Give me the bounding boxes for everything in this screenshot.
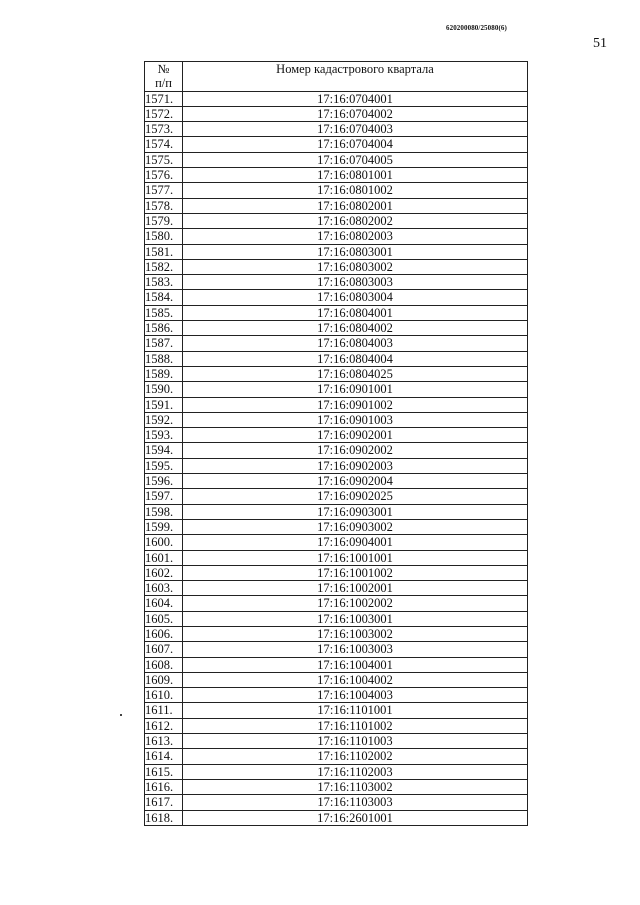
row-number: 1571. <box>145 91 183 106</box>
table-row <box>145 611 528 626</box>
row-number: 1590. <box>145 382 183 397</box>
row-number: 1607. <box>145 642 183 657</box>
row-number: 1598. <box>145 504 183 519</box>
table-row <box>145 565 528 580</box>
cadastral-quarter-number: 17:16:0804025 <box>183 366 528 381</box>
table-row <box>145 290 528 305</box>
cadastral-quarter-number: 17:16:0704003 <box>183 122 528 137</box>
document-code: 620200080/25080(6) <box>446 24 507 32</box>
table-row <box>145 213 528 228</box>
cadastral-quarter-number: 17:16:0902003 <box>183 458 528 473</box>
row-number: 1577. <box>145 183 183 198</box>
table-row <box>145 244 528 259</box>
row-number: 1617. <box>145 795 183 810</box>
row-number: 1576. <box>145 168 183 183</box>
table-row <box>145 718 528 733</box>
table-row <box>145 443 528 458</box>
row-number: 1591. <box>145 397 183 412</box>
table-row <box>145 412 528 427</box>
cadastral-quarter-number: 17:16:0901001 <box>183 382 528 397</box>
table-row <box>145 259 528 274</box>
table-row <box>145 734 528 749</box>
cadastral-quarter-number: 17:16:0802003 <box>183 229 528 244</box>
row-number: 1594. <box>145 443 183 458</box>
cadastral-quarter-number: 17:16:0903002 <box>183 519 528 534</box>
cadastral-quarter-number: 17:16:0801001 <box>183 168 528 183</box>
cadastral-quarter-number: 17:16:1103002 <box>183 779 528 794</box>
table-row <box>145 581 528 596</box>
cadastral-quarter-number: 17:16:1101001 <box>183 703 528 718</box>
cadastral-quarter-number: 17:16:1002001 <box>183 581 528 596</box>
table-row <box>145 382 528 397</box>
table-row <box>145 198 528 213</box>
cadastral-quarter-number: 17:16:1003002 <box>183 626 528 641</box>
table-row <box>145 458 528 473</box>
row-number: 1584. <box>145 290 183 305</box>
table-row <box>145 626 528 641</box>
cadastral-quarter-number: 17:16:1002002 <box>183 596 528 611</box>
row-number: 1603. <box>145 581 183 596</box>
table-row <box>145 504 528 519</box>
cadastral-quarter-number: 17:16:0804003 <box>183 336 528 351</box>
cadastral-quarter-number: 17:16:1102003 <box>183 764 528 779</box>
row-number: 1597. <box>145 489 183 504</box>
cadastral-quarter-number: 17:16:0801002 <box>183 183 528 198</box>
cadastral-quarter-number: 17:16:1003003 <box>183 642 528 657</box>
row-number: 1615. <box>145 764 183 779</box>
cadastral-quarter-number: 17:16:0803004 <box>183 290 528 305</box>
row-number: 1586. <box>145 321 183 336</box>
table-row <box>145 489 528 504</box>
table-row <box>145 657 528 672</box>
table-row <box>145 672 528 687</box>
table-row <box>145 550 528 565</box>
row-number: 1608. <box>145 657 183 672</box>
table-header <box>145 62 528 92</box>
row-number: 1611. <box>145 703 183 718</box>
row-number: 1579. <box>145 213 183 228</box>
table-row <box>145 168 528 183</box>
table-row <box>145 764 528 779</box>
table-row <box>145 596 528 611</box>
table-row <box>145 122 528 137</box>
row-number: 1589. <box>145 366 183 381</box>
cadastral-quarter-number: 17:16:1001001 <box>183 550 528 565</box>
row-number: 1614. <box>145 749 183 764</box>
row-number: 1606. <box>145 626 183 641</box>
cadastral-quarter-number: 17:16:1102002 <box>183 749 528 764</box>
table-row <box>145 91 528 106</box>
cadastral-quarter-number: 17:16:1004001 <box>183 657 528 672</box>
row-number: 1605. <box>145 611 183 626</box>
cadastral-quarter-number: 17:16:0802001 <box>183 198 528 213</box>
table-row <box>145 519 528 534</box>
header-row <box>145 62 528 92</box>
row-number: 1582. <box>145 259 183 274</box>
cadastral-quarter-number: 17:16:0803002 <box>183 259 528 274</box>
table-row <box>145 137 528 152</box>
row-number: 1581. <box>145 244 183 259</box>
column-header-number-line1: № <box>157 62 170 76</box>
table-row <box>145 336 528 351</box>
row-number: 1595. <box>145 458 183 473</box>
row-number: 1580. <box>145 229 183 244</box>
cadastral-quarter-number: 17:16:0804002 <box>183 321 528 336</box>
cadastral-quarter-number: 17:16:1001002 <box>183 565 528 580</box>
cadastral-quarter-number: 17:16:0803001 <box>183 244 528 259</box>
table-row <box>145 779 528 794</box>
cadastral-quarter-number: 17:16:0902025 <box>183 489 528 504</box>
row-number: 1592. <box>145 412 183 427</box>
column-header-number-line2: п/п <box>155 76 172 91</box>
cadastral-quarter-number: 17:16:0802002 <box>183 213 528 228</box>
table-row <box>145 474 528 489</box>
row-number: 1575. <box>145 152 183 167</box>
cadastral-quarter-number: 17:16:0804004 <box>183 351 528 366</box>
row-number: 1618. <box>145 810 183 825</box>
column-header-number <box>145 62 183 92</box>
row-number: 1600. <box>145 535 183 550</box>
row-number: 1604. <box>145 596 183 611</box>
row-number: 1578. <box>145 198 183 213</box>
row-number: 1601. <box>145 550 183 565</box>
row-number: 1585. <box>145 305 183 320</box>
row-number: 1572. <box>145 106 183 121</box>
table-row <box>145 749 528 764</box>
cadastral-quarter-number: 17:16:0902002 <box>183 443 528 458</box>
table-row <box>145 305 528 320</box>
row-number: 1609. <box>145 672 183 687</box>
table-row <box>145 397 528 412</box>
row-number: 1610. <box>145 688 183 703</box>
table-row <box>145 229 528 244</box>
cadastral-quarters-table <box>144 61 528 826</box>
table-row <box>145 810 528 825</box>
cadastral-quarter-number: 17:16:2601001 <box>183 810 528 825</box>
table-row <box>145 183 528 198</box>
row-number: 1613. <box>145 734 183 749</box>
row-number: 1583. <box>145 275 183 290</box>
row-number: 1596. <box>145 474 183 489</box>
row-number: 1574. <box>145 137 183 152</box>
cadastral-quarter-number: 17:16:0704002 <box>183 106 528 121</box>
table-body <box>145 91 528 825</box>
table-row <box>145 428 528 443</box>
cadastral-quarter-number: 17:16:1101002 <box>183 718 528 733</box>
table-row <box>145 275 528 290</box>
cadastral-quarter-number: 17:16:0803003 <box>183 275 528 290</box>
row-number: 1587. <box>145 336 183 351</box>
row-number: 1588. <box>145 351 183 366</box>
table-row <box>145 366 528 381</box>
table-row <box>145 321 528 336</box>
cadastral-quarter-number: 17:16:0903001 <box>183 504 528 519</box>
cadastral-quarter-number: 17:16:0902001 <box>183 428 528 443</box>
cadastral-quarter-number: 17:16:0902004 <box>183 474 528 489</box>
table-row <box>145 535 528 550</box>
cadastral-quarter-number: 17:16:1101003 <box>183 734 528 749</box>
cadastral-quarter-number: 17:16:0804001 <box>183 305 528 320</box>
table-row <box>145 703 528 718</box>
cadastral-quarter-number: 17:16:1003001 <box>183 611 528 626</box>
column-header-cadastral-number: Номер кадастрового квартала <box>183 62 528 92</box>
table-row <box>145 642 528 657</box>
row-number: 1593. <box>145 428 183 443</box>
row-number: 1573. <box>145 122 183 137</box>
cadastral-quarter-number: 17:16:0704005 <box>183 152 528 167</box>
table-row <box>145 106 528 121</box>
cadastral-quarter-number: 17:16:0704001 <box>183 91 528 106</box>
cadastral-quarter-number: 17:16:0904001 <box>183 535 528 550</box>
table-row <box>145 795 528 810</box>
scan-artifact <box>120 714 122 716</box>
cadastral-quarter-number: 17:16:1004002 <box>183 672 528 687</box>
row-number: 1612. <box>145 718 183 733</box>
row-number: 1602. <box>145 565 183 580</box>
cadastral-quarter-number: 17:16:1004003 <box>183 688 528 703</box>
table-row <box>145 152 528 167</box>
row-number: 1616. <box>145 779 183 794</box>
table-row <box>145 351 528 366</box>
page-number: 51 <box>593 36 607 51</box>
cadastral-quarter-number: 17:16:0901003 <box>183 412 528 427</box>
row-number: 1599. <box>145 519 183 534</box>
cadastral-quarter-number: 17:16:0704004 <box>183 137 528 152</box>
table-row <box>145 688 528 703</box>
cadastral-quarter-number: 17:16:0901002 <box>183 397 528 412</box>
cadastral-quarter-number: 17:16:1103003 <box>183 795 528 810</box>
